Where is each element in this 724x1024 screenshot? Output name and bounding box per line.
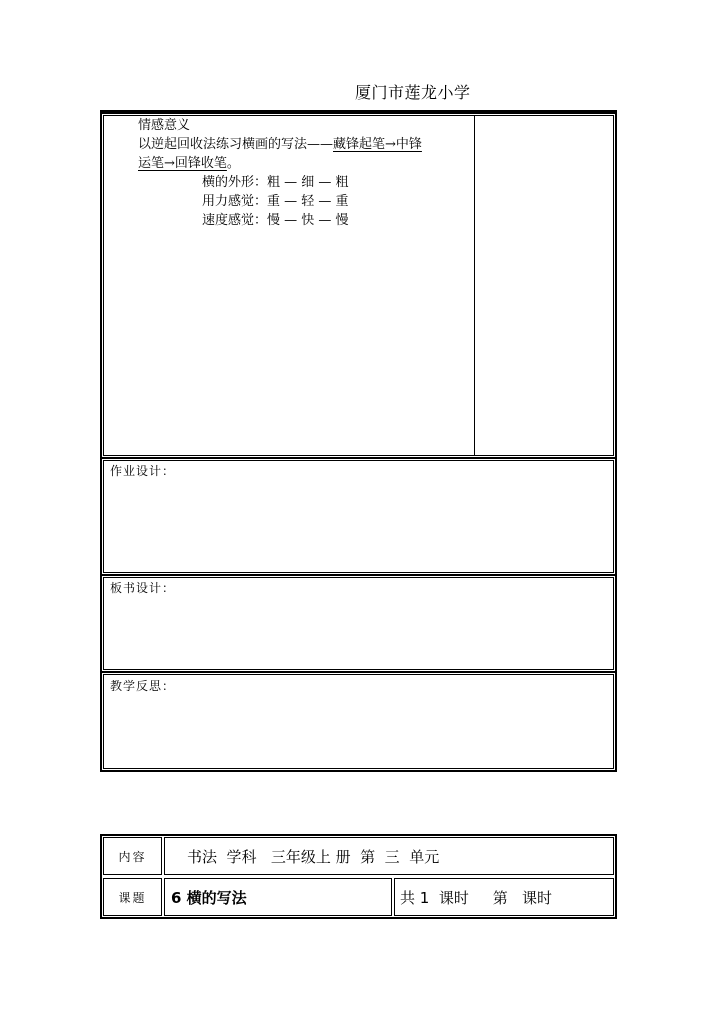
board-inner-frame — [103, 577, 614, 670]
content-label-cell — [103, 837, 162, 875]
method-line-2-end: 。 — [226, 156, 240, 171]
homework-label: 作业设计： — [110, 464, 176, 478]
method-line-1-underlined: 藏锋起笔→中锋 — [333, 137, 422, 152]
board-label: 板书设计： — [110, 581, 176, 595]
class-hours: 共 1 课时 第 课时 — [400, 888, 552, 907]
method-line-1-text: 以逆起回收法练习横画的写法—— — [138, 137, 334, 152]
content-label: 内容 — [118, 849, 147, 864]
shape-line: 横的外形：粗 — 细 — 粗 — [202, 175, 349, 190]
school-title: 厦门市莲龙小学 — [355, 83, 471, 102]
force-line: 用力感觉：重 — 轻 — 重 — [202, 194, 349, 209]
content-value: 书法 学科 三年级上 册 第 三 单元 — [187, 847, 440, 866]
homework-inner-frame — [103, 460, 614, 573]
method-line-2 — [138, 154, 240, 173]
notes-column-divider — [474, 115, 475, 456]
topic-label-cell — [103, 878, 162, 916]
class-hours-cell — [394, 878, 614, 916]
method-line-2-underlined: 运笔→回锋收笔 — [138, 156, 227, 171]
reflection-label: 教学反思： — [110, 679, 176, 693]
section-heading: 情感意义 — [138, 118, 191, 133]
topic-title: 6 横的写法 — [171, 888, 247, 907]
content-value-cell — [164, 837, 614, 875]
speed-line: 速度感觉：慢 — 快 — 慢 — [202, 213, 349, 228]
reflection-inner-frame — [103, 674, 614, 769]
topic-label: 课题 — [118, 890, 147, 905]
topic-title-cell — [164, 878, 392, 916]
method-line-1 — [138, 135, 422, 154]
